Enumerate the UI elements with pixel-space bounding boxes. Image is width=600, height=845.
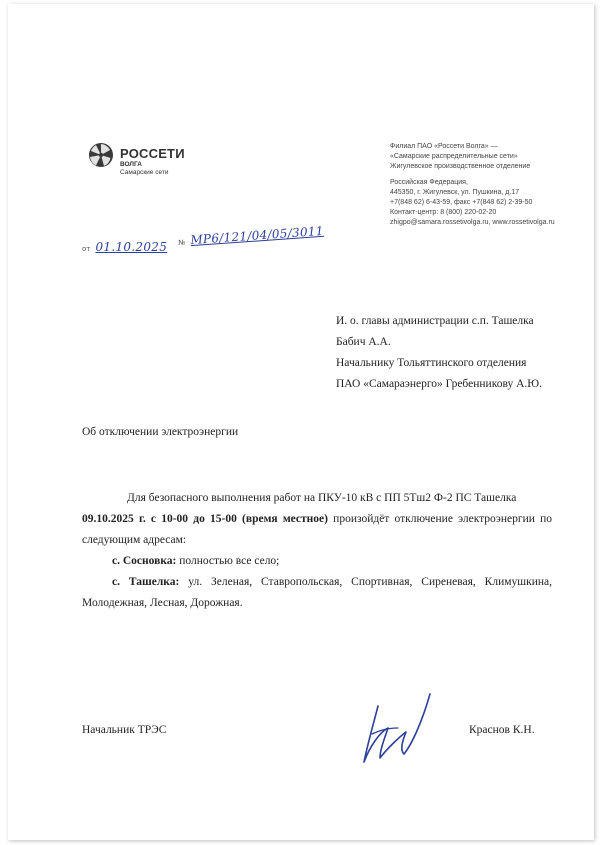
logo-name: РОССЕТИ [120,146,185,161]
outage-period: 09.10.2025 г. с 10-00 до 15-00 (время местное) [82,513,328,525]
letter-subject: Об отключении электроэнергии [82,426,239,438]
handwritten-number: МР6/121/04/05/3011 [189,223,325,248]
rosseti-logo-icon [88,142,114,168]
address-text: ул. Зеленая, Ставропольская, Спортивная, Сиреневая, Климушкина, Молодежная, Лесная, Дорожная. [82,576,552,609]
signatory-name: Краснов К.Н. [469,724,535,736]
signatory-title: Начальник ТРЭС [82,724,167,736]
address-locality: с. Ташелка: [112,576,180,588]
addressee-line: ПАО «Самараэнерго» Гребенникову А.Ю. [336,378,542,390]
logo-sub-region: ВОЛГА [120,161,142,168]
sender-line: zhigpo@samara.rossetivolga.ru, www.rossetivolga.ru [390,219,555,226]
company-logo [88,142,218,184]
handwritten-signature [350,688,440,768]
body-text: Для безопасного выполнения работ на ПКУ-10 кВ с ПП 5Тш2 Ф-2 ПС Ташелка [127,492,517,504]
logo-sub-branch: Самарские сети [120,169,169,176]
date-prefix: от [82,245,91,253]
body-paragraph [82,488,552,551]
addressee-block [336,311,542,395]
sender-line: 445350, г. Жигулевск, ул. Пушкина, д.17 [390,189,520,196]
address-item [82,551,552,572]
sender-line: +7(848 62) 6-43-59, факс +7(848 62) 2-39-50 [390,199,533,206]
address-text: полностью все село; [176,555,280,567]
sender-details [390,142,590,228]
sender-line: Контакт-центр: 8 (800) 220-02-20 [390,209,497,216]
handwritten-date: 01.10.2025 [95,240,168,254]
addressee-line: Начальнику Тольяттинского отделения [336,357,527,369]
registration-date [82,236,167,255]
sender-line: Российская Федерация, [390,179,468,186]
sender-line: Филиал ПАО «Россети Волга» — [390,143,498,150]
sender-line: Жигулевское производственное отделение [390,163,531,170]
address-locality: с. Сосновка: [112,555,177,567]
addressee-line: И. о. главы администрации с.п. Ташелка [336,315,534,327]
address-item [82,572,552,614]
document-page [8,4,594,840]
letter-body [82,488,552,614]
addressee-line: Бабич А.А. [336,336,391,348]
number-prefix: № [177,238,186,247]
sender-line: «Самарские распределительные сети» [390,153,518,160]
logo-subtitle [120,161,168,177]
body-text: произойдёт отключение электроэнергии по следующим адресам: [82,513,552,546]
